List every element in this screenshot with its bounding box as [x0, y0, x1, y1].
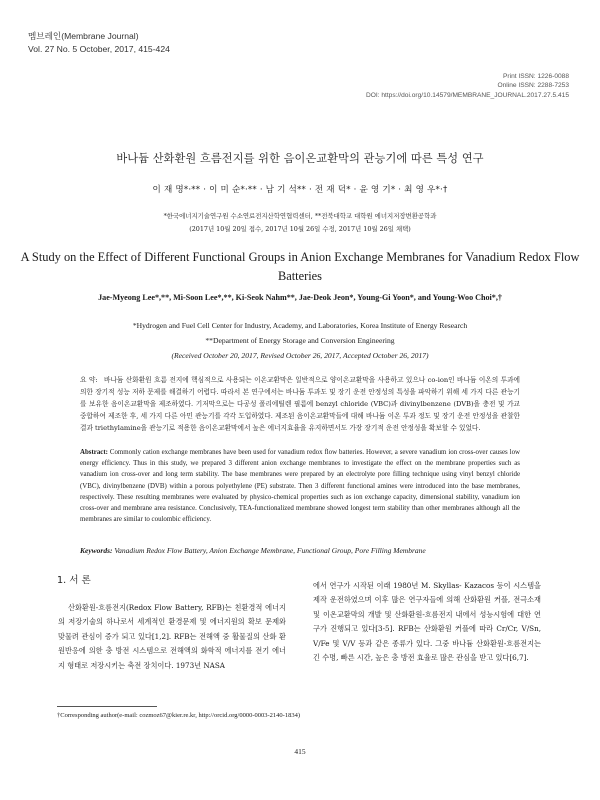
dates-korean: (2017년 10월 20일 접수, 2017년 10월 26일 수정, 2017년 10월 26일 채택)	[189, 225, 411, 233]
authors-korean: 이 재 명*·** · 이 미 순*·** · 남 기 석** · 전 재 덕* · 윤 영 기* · 최 영 우*·†	[152, 185, 448, 195]
keywords-label: Keywords:	[80, 546, 113, 555]
abstract-english	[80, 447, 520, 525]
affiliation-english-line-1: *Hydrogen and Fuel Cell Center for Industry, Academy, and Laboratories, Korea Institute of Energy Research	[132, 321, 468, 330]
title-english: A Study on the Effect of Different Functional Groups in Anion Exchange Membranes for Vanadium Redox Flow Batteries	[20, 250, 580, 283]
authors-english: Jae-Myeong Lee*,**, Mi-Soon Lee*,**, Ki-Seok Nahm**, Jae-Deok Jeon*, Young-Gi Yoon*, and Young-Woo Choi*,†	[98, 293, 502, 302]
section-heading: 1. 서 론	[57, 575, 91, 586]
journal-issue: Vol. 27 No. 5 October, 2017, 415-424	[28, 43, 170, 54]
body-column-right: 에서 연구가 시작된 이래 1980년 M. Skyllas- Kazacos 등이 시스템을 제작 운전하였으며 이후 많은 연구자들에 의해 산화환원 커플, 전극소재 및 이온교환막의 개발 및 산화환원-흐름전지 내에서 성능시험에 대한 연구가 진행되고 있다[3-5]. RFB는 산화환원 커플에 따라 Cr/Cr, V/Sn, V/Fe 및 V/V 등과 같은 종류가 있다. 그중 바나듐 산화환원-흐름전지는 긴 수명, 빠른 시간, 높은 충 방전 효율로 많은 관심을 받고 있다[6,7].	[313, 581, 541, 663]
abstract-english-text: Commonly cation exchange membranes have been used for vanadium redox flow batteries. However, a severe vanadium ion cross-over causes low energy efficiency. Thus in this study, we prepared 3 different anion exchange membranes to investigate the effect on the membrane properties such as vanadium ion cross-over and long term stability. The base membranes were prepared by an electrolyte pore filling technique using vinyl benzyl chloride (VBC), divinylbenzene (DVB) within a porous polyethylene (PE) substrate. Then 3 different functional amines were introduced into the base membranes, respectively. These resulting membranes were evaluated by physico-chemical properties such as ion exchange capacity, dimensional stability, vanadium ion cross-over and membrane area resistance. Conclusively, TEA-functionalized membrane showed longest term stability than other membranes although all the membranes are similar to coulombic efficiency.	[80, 449, 520, 524]
affiliation-korean	[0, 210, 600, 236]
print-issn: Print ISSN: 1226-0088	[503, 73, 569, 80]
affiliation-english	[0, 318, 600, 363]
dates-english: (Received October 20, 2017, Revised October 26, 2017, Accepted October 26, 2017)	[171, 351, 429, 360]
journal-header	[28, 30, 170, 55]
issn-block	[366, 72, 569, 100]
body-column-left: 산화환원-흐름전지(Redox Flow Battery, RFB)는 친환경적 에너지의 저장기술의 하나로서 세계적인 환경문제 및 에너지원의 확보 문제와 맞물려 관심이 증가 되고 있다[1,2]. RFB는 전해액 중 활물질의 산화 환원반응에 의한 충 방전 시스템으로 전해액의 화학적 에너지를 전기 에너지 형태로 저장시키는 축전 장치이다. 1973년 NASA	[58, 603, 286, 670]
affiliation-english-line-2: **Department of Energy Storage and Conversion Engineering	[205, 336, 395, 345]
affiliation-korean-line: *한국에너지기술연구원 수소연료전지산학연협력센터, **전북대학교 대학원 에너지저장변환공학과	[163, 212, 437, 220]
online-issn: Online ISSN: 2288-7253	[497, 82, 569, 90]
title-korean: 바나듐 산화환원 흐름전지를 위한 음이온교환막의 관능기에 따른 특성 연구	[116, 152, 484, 165]
page-number: 415	[294, 747, 306, 756]
footnote: †Corresponding author(e-mail: cozmoz67@kier.re.kr, http://orcid.org/0000-0003-2140-1834)	[57, 712, 300, 719]
keywords	[80, 546, 540, 555]
keywords-text: Vanadium Redox Flow Battery, Anion Exchange Membrane, Functional Group, Pore Filling Membrane	[114, 546, 426, 555]
journal-name: 멤브레인(Membrane Journal)	[28, 31, 139, 41]
abstract-korean-label: 요 약:	[80, 376, 98, 384]
footnote-divider	[57, 706, 157, 707]
abstract-korean	[80, 374, 520, 434]
abstract-korean-text: 바나듐 산화환원 흐름 전지에 핵심적으로 사용되는 이온교환막은 일반적으로 양이온교환막을 사용하고 있으나 co-ion인 바나듐 이온의 투과에 의한 장기적 성능 저하 문제를 해결하기 어렵다. 따라서 본 연구에서는 바나듐 투과도 및 장기 운전 안정성의 특성을 파악하기 위해 세 가지 다른 관능기를 보유한 음이온교환막을 제조하였다. 기저막으로는 다공성 폴리에틸렌 필름에 benzyl chloride (VBC)과 divinylbenzene (DVB)을 충전 및 가교 중합하여 제조한 후, 세 가지 다른 아민 관능기를 각각 도입하였다. 제조된 음이온교환막들에 대해 바나듐 이온 투과 정도 및 장기 운전 안정성을 관찰한 결과 triethylamine을 관능기로 적용한 음이온교환막에서 높은 에너지효율을 유지하면서도 가장 장기적 운전 안정성을 확보할 수 있었다.	[80, 376, 520, 432]
doi-link[interactable]: DOI: https://doi.org/10.14579/MEMBRANE_JOURNAL.2017.27.5.415	[365, 91, 569, 99]
abstract-english-label: Abstract:	[80, 449, 108, 456]
